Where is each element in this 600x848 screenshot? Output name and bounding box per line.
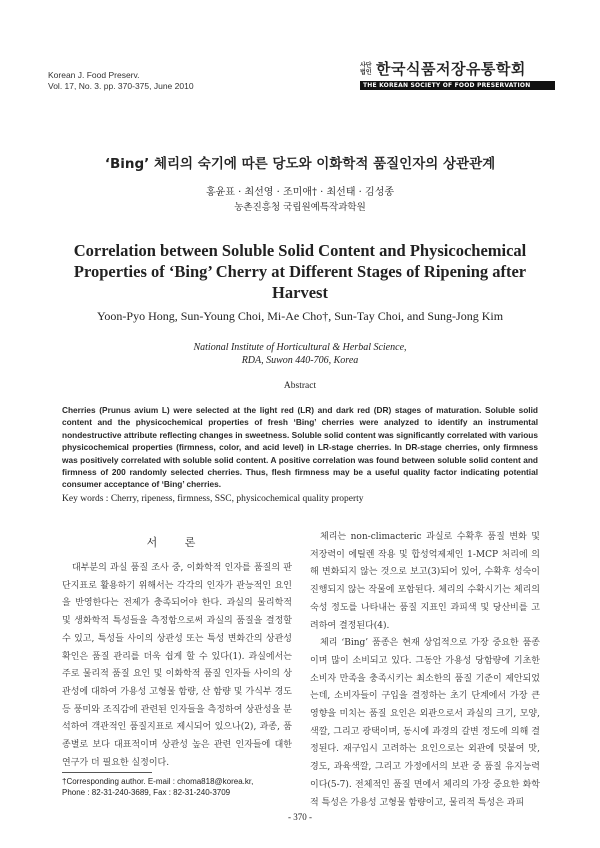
left-column-text: 대부분의 과실 품질 조사 중, 이화학적 인자를 품질의 판단지표로 활용하기 위해서는 각각의 인자가 관능적인 요인을 반영한다는 전제가 충족되어야 한다. 과실의 물리학적 및 생화학적 특성들을 측정함으로써 과실의 품질을 결정할 수 있고, 특성들 사이의 상관성 또는 특성 변화간의 상관성 확인은 품질 관리를 더욱 쉽게 할 수 있다(1). 과실에서는 주로 물리적 품질 요인 및 이화학적 품질 인자들 사이의 상관성에 대하여 가용성 고형물 함량, 산 함량 및 가식부 경도 등 풍미와 조직감에 관련된 인자들을 측정하여 상관성을 분석하여 객관적인 품질지표로 제시되어 있으나(2), 과종, 품종별로 보다 대표적이며 상관성 높은 관련 인자들에 대한 연구가 더 필요한 실정이다.	[62, 563, 292, 768]
english-affiliation	[60, 341, 540, 367]
english-affiliation-line-2: RDA, Suwon 440-706, Korea	[241, 355, 359, 366]
journal-citation	[48, 70, 194, 92]
society-english-name: THE KOREAN SOCIETY OF FOOD PRESERVATION	[360, 81, 555, 90]
journal-volume: Vol. 17, No. 3. pp. 370-375, June 2010	[48, 81, 194, 91]
society-logo	[360, 58, 555, 90]
abstract-text: Cherries (Prunus avium L) were selected at the light red (LR) and dark red (DR) stages of maturation. Soluble solid content and the physicochemical properties of fresh ‘Bing’ cherries were analyzed to identify an instrumental nondestructive attribute reflecting changes in sweetness. Soluble solid content was significantly correlated with various physicochemical properties (firmness, color, and acid level) in LR-stage cherries. In DR-stage cherries, only firmness was positively correlated with soluble solid content. A positive correlation was found between soluble solid content and firmness of 200 randomly selected cherries. Thus, flesh firmness may be a useful quality factor indicating potential consumer acceptance of ‘Bing’ cherries.	[62, 405, 538, 490]
footnote-divider	[62, 772, 152, 773]
korean-title: ‘Bing’ 체리의 숙기에 따른 당도와 이화학적 품질인자의 상관관계	[104, 156, 496, 172]
abstract-heading: Abstract	[283, 381, 317, 391]
korean-authors: 홍윤표 · 최선영 · 조미애† · 최선태 · 김성종	[205, 187, 395, 198]
footnote-line-1: †Corresponding author. E-mail : choma818@korea.kr,	[62, 777, 254, 786]
english-affiliation-line-1: National Institute of Horticultural & Herbal Science,	[193, 342, 407, 353]
society-korean-name: 한국식품저장유통학회	[376, 60, 526, 78]
korean-affiliation: 농촌진흥청 국립원예특작과학원	[234, 202, 366, 213]
page-number: - 370 -	[288, 812, 312, 822]
english-authors: Yoon-Pyo Hong, Sun-Young Choi, Mi-Ae Cho†, Sun-Tay Choi, and Sung-Jong Kim	[96, 309, 504, 323]
keywords	[62, 494, 538, 504]
footnote-line-2: Phone : 82-31-240-3689, Fax : 82-31-240-3709	[62, 788, 231, 797]
journal-name: Korean J. Food Preserv.	[48, 70, 140, 80]
section-heading-introduction: 서 론	[146, 536, 208, 549]
society-small-label: 사단법인	[360, 61, 372, 76]
right-column-paragraph-1: 체리는 non-climacteric 과실로 수확후 품질 변화 및 저장력이 에틸렌 작용 및 합성억제제인 1-MCP 처리에 의해 변화되지 않는 것으로 보고(3)되어 있어, 수확후 성숙이 진행되지 않는 작물에 포함된다. 체리의 수확시기는 체리의 숙성 정도를 나타내는 품질 지표인 과피색 및 당산비를 고려하여 결정된다(4).	[310, 532, 540, 631]
english-title: Correlation between Soluble Solid Content and Physicochemical Properties of ‘Bing’ Cherry at Different Stages of Ripening after Harvest	[73, 241, 527, 302]
right-column	[310, 529, 540, 812]
right-column-paragraph-2: 체리 ‘Bing’ 품종은 현재 상업적으로 가장 중요한 품종이며 많이 소비되고 있다. 그동안 가용성 당함량에 기초한 소비자 만족을 충족시키는 최소한의 품질 기준이 제안되었는데, 소비자들이 구입을 결정하는 초기 단계에서 가장 큰 영향을 미치는 품질 요인은 외관으로서 과실의 크기, 모양, 색깔, 그리고 광택이며, 동시에 과경의 갈변 정도에 의해 결정된다. 재구입시 고려하는 요인으로는 외관에 덧붙여 맛, 경도, 과육색깔, 그리고 가정에서의 보관 중 품질 유지능력이다(5-7). 전체적인 품질 면에서 체리의 가장 중요한 화학적 특성은 가용성 고형물 함량이고, 물리적 특성은 과피	[310, 638, 540, 808]
keywords-list: Cherry, ripeness, firmness, SSC, physicochemical quality property	[110, 494, 364, 504]
footnote	[62, 776, 302, 798]
keywords-label: Key words :	[62, 494, 109, 504]
